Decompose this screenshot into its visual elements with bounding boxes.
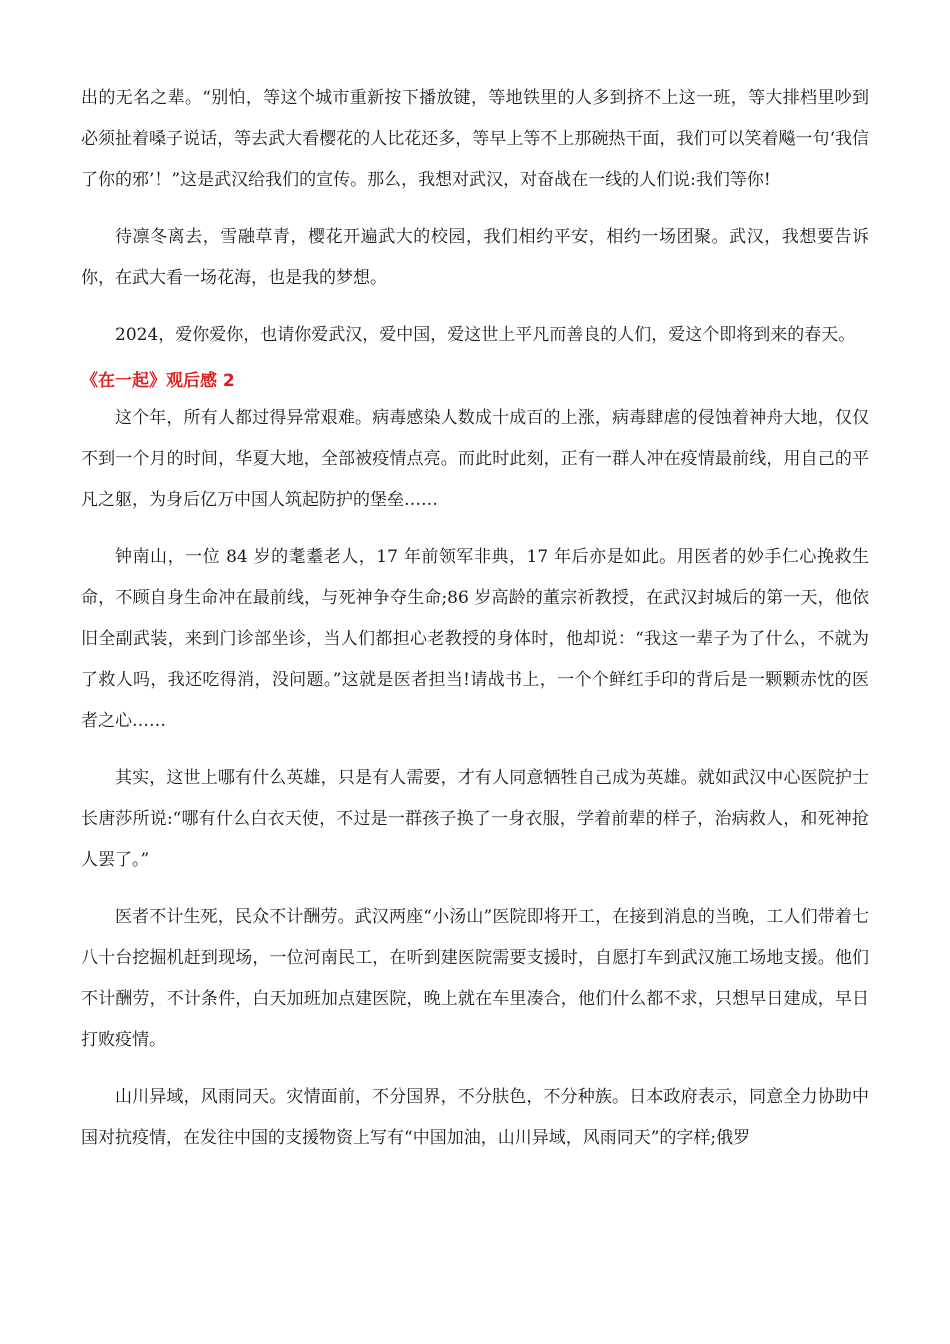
document-page	[81, 78, 869, 1159]
paragraph: 其实，这世上哪有什么英雄，只是有人需要，才有人同意牺牲自己成为英雄。就如武汉中心医院护士长唐莎所说:“哪有什么白衣天使，不过是一群孩子换了一身衣服，学着前辈的样子，治病救人，和死神抢人罢了。”	[81, 768, 869, 870]
paragraph: 2024，爱你爱你，也请你爱武汉，爱中国，爱这世上平凡而善良的人们，爱这个即将到来的春天。	[115, 325, 856, 345]
paragraph-continuation: 出的无名之辈。“别怕，等这个城市重新按下播放键，等地铁里的人多到挤不上这一班，等大排档里吵到必须扯着嗓子说话，等去武大看樱花的人比花还多，等早上等不上那碗热干面，我们可以笑着飚一句‘我信了你的邪’！”这是武汉给我们的宣传。那么，我想对武汉，对奋战在一线的人们说:我们等你!	[81, 88, 869, 190]
paragraph-gap	[81, 1061, 869, 1077]
paragraph: 这个年，所有人都过得异常艰难。病毒感染人数成十成百的上涨，病毒肆虐的侵蚀着神舟大地，仅仅不到一个月的时间，华夏大地，全部被疫情点亮。而此时此刻，正有一群人冲在疫情最前线，用自己的平凡之躯，为身后亿万中国人筑起防护的堡垒……	[81, 408, 869, 510]
paragraph: 待凛冬离去，雪融草青，樱花开遍武大的校园，我们相约平安，相约一场团聚。武汉，我想要告诉你，在武大看一场花海，也是我的梦想。	[81, 227, 869, 288]
paragraph: 医者不计生死，民众不计酬劳。武汉两座“小汤山”医院即将开工，在接到消息的当晚，工人们带着七八十台挖掘机赶到现场，一位河南民工，在听到建医院需要支援时，自愿打车到武汉施工场地支援。他们不计酬劳，不计条件，白天加班加点建医院，晚上就在车里凑合，他们什么都不求，只想早日建成，早日打败疫情。	[81, 907, 869, 1050]
paragraph: 钟南山，一位 84 岁的耄耋老人，17 年前领军非典，17 年后亦是如此。用医者的妙手仁心挽救生命，不顾自身生命冲在最前线，与死神争夺生命;86 岁高龄的董宗祈教授，在武汉封城后的第一天，他依旧全副武装，来到门诊部坐诊，当人们都担心老教授的身体时，他却说：“我这一辈子为了什么，不就为了救人吗，我还吃得消，没问题。”这就是医者担当!请战书上，一个个鲜红手印的背后是一颗颗赤忱的医者之心……	[81, 547, 869, 731]
paragraph-gap	[81, 881, 869, 897]
paragraph-gap	[81, 299, 869, 315]
paragraph-gap	[81, 201, 869, 217]
paragraph-gap	[81, 742, 869, 758]
paragraph: 山川异域，风雨同天。灾情面前，不分国界，不分肤色，不分种族。日本政府表示，同意全力协助中国对抗疫情，在发往中国的支援物资上写有“中国加油，山川异域，风雨同天”的字样;俄罗	[81, 1087, 869, 1148]
paragraph-gap	[81, 521, 869, 537]
section-heading: 《在一起》观后感 2	[81, 371, 235, 391]
